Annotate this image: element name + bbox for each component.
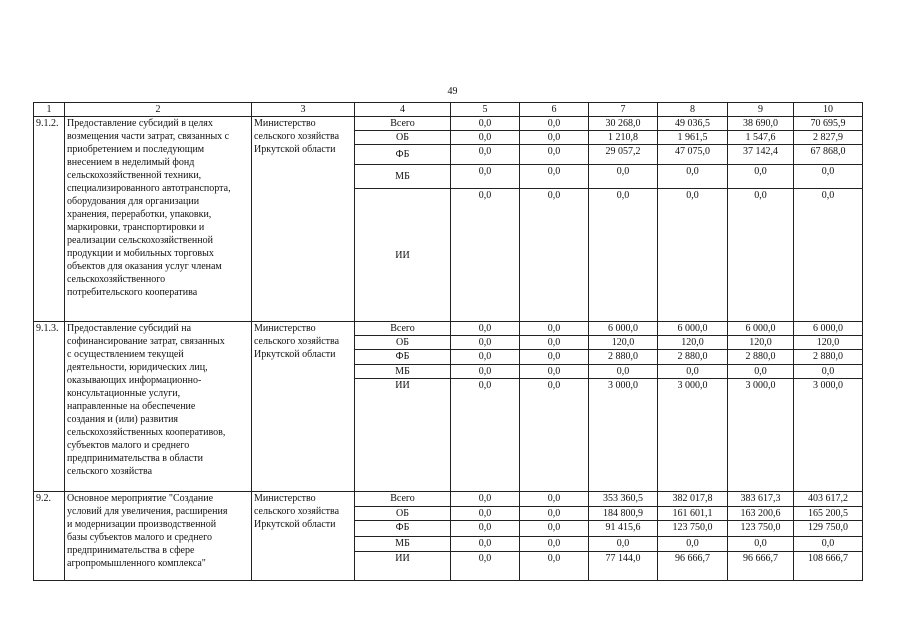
- value-cell: 161 601,1: [658, 507, 728, 521]
- value-cell: 0,0: [451, 552, 520, 581]
- value-cell: 0,0: [589, 189, 658, 322]
- value-cell: 0,0: [520, 365, 589, 379]
- value-cell: 67 868,0: [794, 145, 863, 165]
- header-cell: 3: [252, 103, 355, 117]
- value-cell: 0,0: [520, 165, 589, 189]
- header-cell: 6: [520, 103, 589, 117]
- page-number: 49: [447, 86, 458, 97]
- funding-source: МБ: [355, 537, 451, 552]
- funding-source: ОБ: [355, 131, 451, 145]
- item-number: 9.1.2.: [34, 117, 65, 322]
- value-cell: 0,0: [520, 552, 589, 581]
- value-cell: 0,0: [658, 189, 728, 322]
- item-number: 9.2.: [34, 492, 65, 581]
- item-executor: Министерство сельского хозяйства Иркутской области: [252, 492, 355, 581]
- value-cell: 0,0: [520, 145, 589, 165]
- value-cell: 403 617,2: [794, 492, 863, 507]
- value-cell: 0,0: [520, 336, 589, 350]
- value-cell: 0,0: [728, 365, 794, 379]
- value-cell: 2 880,0: [728, 350, 794, 365]
- value-cell: 0,0: [658, 537, 728, 552]
- value-cell: 0,0: [794, 365, 863, 379]
- value-cell: 30 268,0: [589, 117, 658, 131]
- value-cell: 0,0: [451, 336, 520, 350]
- value-cell: 37 142,4: [728, 145, 794, 165]
- value-cell: 38 690,0: [728, 117, 794, 131]
- value-cell: 2 880,0: [589, 350, 658, 365]
- value-cell: 0,0: [794, 537, 863, 552]
- funding-source: ОБ: [355, 336, 451, 350]
- value-cell: 70 695,9: [794, 117, 863, 131]
- value-cell: 0,0: [658, 165, 728, 189]
- budget-table: [33, 102, 863, 581]
- value-cell: 0,0: [451, 131, 520, 145]
- value-cell: 0,0: [451, 165, 520, 189]
- value-cell: 120,0: [658, 336, 728, 350]
- value-cell: 353 360,5: [589, 492, 658, 507]
- value-cell: 108 666,7: [794, 552, 863, 581]
- value-cell: 2 827,9: [794, 131, 863, 145]
- funding-source: ФБ: [355, 521, 451, 537]
- value-cell: 129 750,0: [794, 521, 863, 537]
- funding-source: МБ: [355, 365, 451, 379]
- value-cell: 3 000,0: [728, 379, 794, 492]
- value-cell: 184 800,9: [589, 507, 658, 521]
- value-cell: 123 750,0: [658, 521, 728, 537]
- value-cell: 0,0: [728, 189, 794, 322]
- funding-source: МБ: [355, 165, 451, 189]
- header-cell: 9: [728, 103, 794, 117]
- value-cell: 1 547,6: [728, 131, 794, 145]
- value-cell: 0,0: [794, 189, 863, 322]
- value-cell: 96 666,7: [658, 552, 728, 581]
- value-cell: 0,0: [589, 165, 658, 189]
- value-cell: 91 415,6: [589, 521, 658, 537]
- table-row: [34, 492, 863, 507]
- value-cell: 77 144,0: [589, 552, 658, 581]
- value-cell: 0,0: [451, 350, 520, 365]
- value-cell: 382 017,8: [658, 492, 728, 507]
- value-cell: 120,0: [794, 336, 863, 350]
- value-cell: 49 036,5: [658, 117, 728, 131]
- value-cell: 96 666,7: [728, 552, 794, 581]
- value-cell: 29 057,2: [589, 145, 658, 165]
- value-cell: 0,0: [520, 322, 589, 336]
- value-cell: 383 617,3: [728, 492, 794, 507]
- value-cell: 6 000,0: [728, 322, 794, 336]
- item-description: Предоставление субсидий на софинансирование затрат, связанных с осуществлением текущей деятельности, юридических лиц, оказывающих информационно- консультационные услуги, направленные на обеспечение создания и (или) развития сельскохозяйственных кооперативов, субъектов малого и среднего предпринимательства в области сельского хозяйства: [65, 322, 252, 492]
- item-executor: Министерство сельского хозяйства Иркутской области: [252, 322, 355, 492]
- value-cell: 0,0: [520, 117, 589, 131]
- value-cell: 2 880,0: [794, 350, 863, 365]
- value-cell: 165 200,5: [794, 507, 863, 521]
- value-cell: 120,0: [589, 336, 658, 350]
- value-cell: 6 000,0: [794, 322, 863, 336]
- value-cell: 123 750,0: [728, 521, 794, 537]
- item-description: Предоставление субсидий в целях возмещения части затрат, связанных с приобретением и последующим внесением в неделимый фонд сельскохозяйственной техники, специализированного автотранспорта, оборудования для организации хранения, переработки, упаковки, маркировки, транспортировки и реализации сельскохозяйственной продукции и мобильных торговых объектов для оказания услуг членам сельскохозяйственного потребительского кооператива: [65, 117, 252, 322]
- header-cell: 4: [355, 103, 451, 117]
- value-cell: 0,0: [451, 492, 520, 507]
- value-cell: 0,0: [520, 131, 589, 145]
- item-number: 9.1.3.: [34, 322, 65, 492]
- item-executor: Министерство сельского хозяйства Иркутской области: [252, 117, 355, 322]
- value-cell: 0,0: [451, 322, 520, 336]
- item-description: Основное мероприятие "Создание условий для увеличения, расширения и модернизации производственной базы субъектов малого и среднего предпринимательства в сфере агропромышленного комплекса": [65, 492, 252, 581]
- header-cell: 8: [658, 103, 728, 117]
- value-cell: 0,0: [451, 379, 520, 492]
- value-cell: 0,0: [451, 521, 520, 537]
- table-row: [34, 117, 863, 131]
- value-cell: 0,0: [728, 537, 794, 552]
- funding-source: ФБ: [355, 350, 451, 365]
- value-cell: 120,0: [728, 336, 794, 350]
- funding-source: Всего: [355, 492, 451, 507]
- funding-source: Всего: [355, 117, 451, 131]
- value-cell: 0,0: [451, 537, 520, 552]
- value-cell: 0,0: [520, 507, 589, 521]
- header-cell: 10: [794, 103, 863, 117]
- value-cell: 0,0: [451, 365, 520, 379]
- header-cell: 7: [589, 103, 658, 117]
- funding-source: Всего: [355, 322, 451, 336]
- value-cell: 0,0: [794, 165, 863, 189]
- value-cell: 47 075,0: [658, 145, 728, 165]
- header-row: [34, 103, 863, 117]
- funding-source: ИИ: [355, 552, 451, 581]
- value-cell: 1 961,5: [658, 131, 728, 145]
- table-body: [34, 117, 863, 581]
- value-cell: 0,0: [520, 350, 589, 365]
- value-cell: 6 000,0: [658, 322, 728, 336]
- value-cell: 6 000,0: [589, 322, 658, 336]
- value-cell: 2 880,0: [658, 350, 728, 365]
- value-cell: 0,0: [520, 379, 589, 492]
- value-cell: 3 000,0: [589, 379, 658, 492]
- header-cell: 5: [451, 103, 520, 117]
- table-row: [34, 322, 863, 336]
- funding-source: ИИ: [355, 189, 451, 322]
- value-cell: 0,0: [728, 165, 794, 189]
- funding-source: ФБ: [355, 145, 451, 165]
- funding-source: ОБ: [355, 507, 451, 521]
- header-cell: 1: [34, 103, 65, 117]
- value-cell: 0,0: [520, 537, 589, 552]
- header-cell: 2: [65, 103, 252, 117]
- funding-source: ИИ: [355, 379, 451, 492]
- value-cell: 0,0: [520, 521, 589, 537]
- value-cell: 0,0: [658, 365, 728, 379]
- value-cell: 0,0: [451, 117, 520, 131]
- value-cell: 1 210,8: [589, 131, 658, 145]
- value-cell: 0,0: [451, 145, 520, 165]
- value-cell: 3 000,0: [658, 379, 728, 492]
- value-cell: 0,0: [451, 507, 520, 521]
- value-cell: 0,0: [520, 492, 589, 507]
- value-cell: 0,0: [451, 189, 520, 322]
- value-cell: 0,0: [589, 365, 658, 379]
- value-cell: 0,0: [520, 189, 589, 322]
- value-cell: 163 200,6: [728, 507, 794, 521]
- value-cell: 3 000,0: [794, 379, 863, 492]
- value-cell: 0,0: [589, 537, 658, 552]
